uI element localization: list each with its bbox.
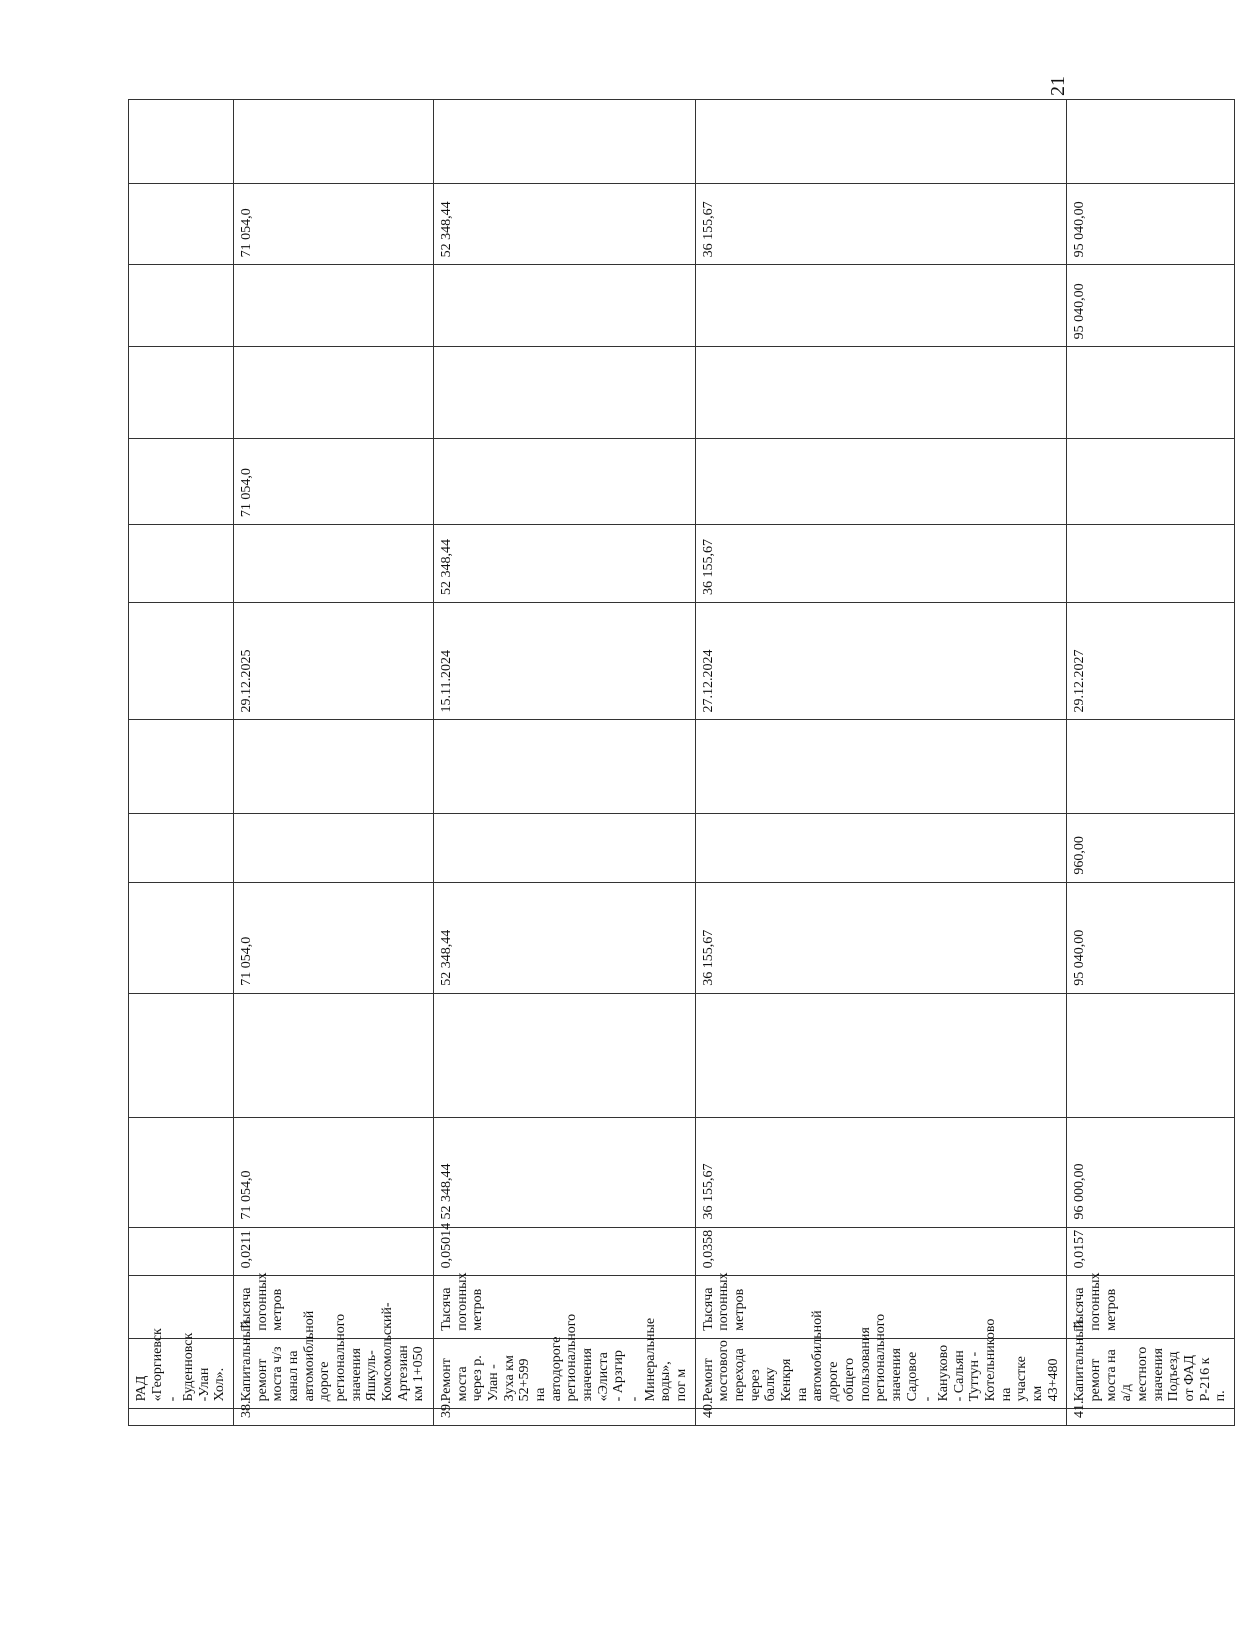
cell-col8: [129, 720, 234, 814]
cell-col8: [234, 720, 434, 814]
cell-col13: [234, 265, 434, 347]
cell-col6: 52 348,44: [434, 882, 696, 993]
cell-col6: [129, 882, 234, 993]
cell-num: 41.: [1067, 1409, 1235, 1426]
cell-col5: [234, 993, 434, 1118]
cell-col12: [695, 347, 1066, 438]
cell-col14: 52 348,44: [434, 184, 696, 265]
cell-unit: Тысяча погонных метров: [234, 1276, 434, 1338]
cell-cost: [129, 1118, 234, 1227]
cell-num: 39.: [434, 1409, 696, 1426]
cell-capacity: 0,0211: [234, 1227, 434, 1276]
cell-unit: Тысяча погонных метров: [1067, 1276, 1235, 1338]
cell-col7: [695, 813, 1066, 882]
cell-col13: 95 040,00: [1067, 265, 1235, 347]
cell-col7: [434, 813, 696, 882]
cell-date: 29.12.2025: [234, 603, 434, 720]
cell-date: 27.12.2024: [695, 603, 1066, 720]
cell-col11: [434, 438, 696, 524]
table-row: [1067, 100, 1235, 1426]
cell-col10: [129, 525, 234, 603]
cell-col8: [695, 720, 1066, 814]
cell-cost: 71 054,0: [234, 1118, 434, 1227]
cell-object-name: Капитальный ремонт моста на а/д местного значения Подъезд от ФАД Р-216 к п.: [1067, 1338, 1235, 1409]
cell-col11: [1067, 438, 1235, 524]
cell-capacity: [129, 1227, 234, 1276]
cell-col5: [695, 993, 1066, 1118]
cell-spacer: [1067, 100, 1235, 184]
cell-col14: [129, 184, 234, 265]
investment-objects-table: [128, 99, 1235, 1426]
cell-col6: 71 054,0: [234, 882, 434, 993]
cell-col6: 95 040,00: [1067, 882, 1235, 993]
cell-col5: [129, 993, 234, 1118]
cell-spacer: [434, 100, 696, 184]
table-row: [234, 100, 434, 1426]
cell-spacer: [695, 100, 1066, 184]
cell-col10: 52 348,44: [434, 525, 696, 603]
cell-object-name: Капитальный ремонт моста ч/з канал на автомоибльной дороге регионального значения Яшкуль-Комсомольский-Артезиан км 1+050: [234, 1338, 434, 1409]
cell-date: [129, 603, 234, 720]
cell-unit: Тысяча погонных метров: [695, 1276, 1066, 1338]
cell-col11: [129, 438, 234, 524]
cell-object-name: Ремонт мостового перехода через балку Кенкря на автомобильной дороге общего пользования регионального значения Садовое - Кануково - Сальян Туттун - Котельниково на участке км 43+480: [695, 1338, 1066, 1409]
cell-col5: [1067, 993, 1235, 1118]
cell-col14: 36 155,67: [695, 184, 1066, 265]
cell-col12: [129, 347, 234, 438]
cell-unit: [129, 1276, 234, 1338]
cell-col12: [234, 347, 434, 438]
cell-object-name: Ремонт моста через р. Улан - Зуха км 52+599 на автодороге регионального значения «Элиста - Арзгир - Минеральные воды», пог м: [434, 1338, 696, 1409]
cell-col13: [434, 265, 696, 347]
cell-col5: [434, 993, 696, 1118]
cell-capacity: 0,0358: [695, 1227, 1066, 1276]
rotated-table-wrapper: [128, 99, 1229, 1426]
table-row-continuation: [129, 100, 234, 1426]
cell-col12: [434, 347, 696, 438]
cell-spacer: [234, 100, 434, 184]
cell-col8: [434, 720, 696, 814]
cell-col14: 95 040,00: [1067, 184, 1235, 265]
cell-num: [129, 1409, 234, 1426]
cell-col7: [234, 813, 434, 882]
cell-capacity: 0,05014: [434, 1227, 696, 1276]
cell-object-name: [129, 1328, 234, 1409]
cell-num: 40.: [695, 1409, 1066, 1426]
cell-col6: 36 155,67: [695, 882, 1066, 993]
cell-num: 38.: [234, 1409, 434, 1426]
cell-cost: 52 348,44: [434, 1118, 696, 1227]
cell-col12: [1067, 347, 1235, 438]
cell-col7: [129, 813, 234, 882]
cell-col13: [695, 265, 1066, 347]
cell-date: 15.11.2024: [434, 603, 696, 720]
continuation-text: РАД «Георгиевск - Буденновск -Улан Хол».: [134, 1328, 228, 1402]
cell-col10: [234, 525, 434, 603]
cell-col11: 71 054,0: [234, 438, 434, 524]
cell-col7: 960,00: [1067, 813, 1235, 882]
cell-unit: Тысяча погонных метров: [434, 1276, 696, 1338]
table-row: [434, 100, 696, 1426]
cell-col10: 36 155,67: [695, 525, 1066, 603]
cell-cost: 36 155,67: [695, 1118, 1066, 1227]
cell-col8: [1067, 720, 1235, 814]
cell-capacity: 0,0157: [1067, 1227, 1235, 1276]
cell-col11: [695, 438, 1066, 524]
cell-date: 29.12.2027: [1067, 603, 1235, 720]
cell-cost: 96 000,00: [1067, 1118, 1235, 1227]
cell-col10: [1067, 525, 1235, 603]
cell-col13: [129, 265, 234, 347]
cell-col14: 71 054,0: [234, 184, 434, 265]
table-row: [695, 100, 1066, 1426]
page-number: 21: [1047, 76, 1069, 96]
cell-spacer: [129, 100, 234, 184]
